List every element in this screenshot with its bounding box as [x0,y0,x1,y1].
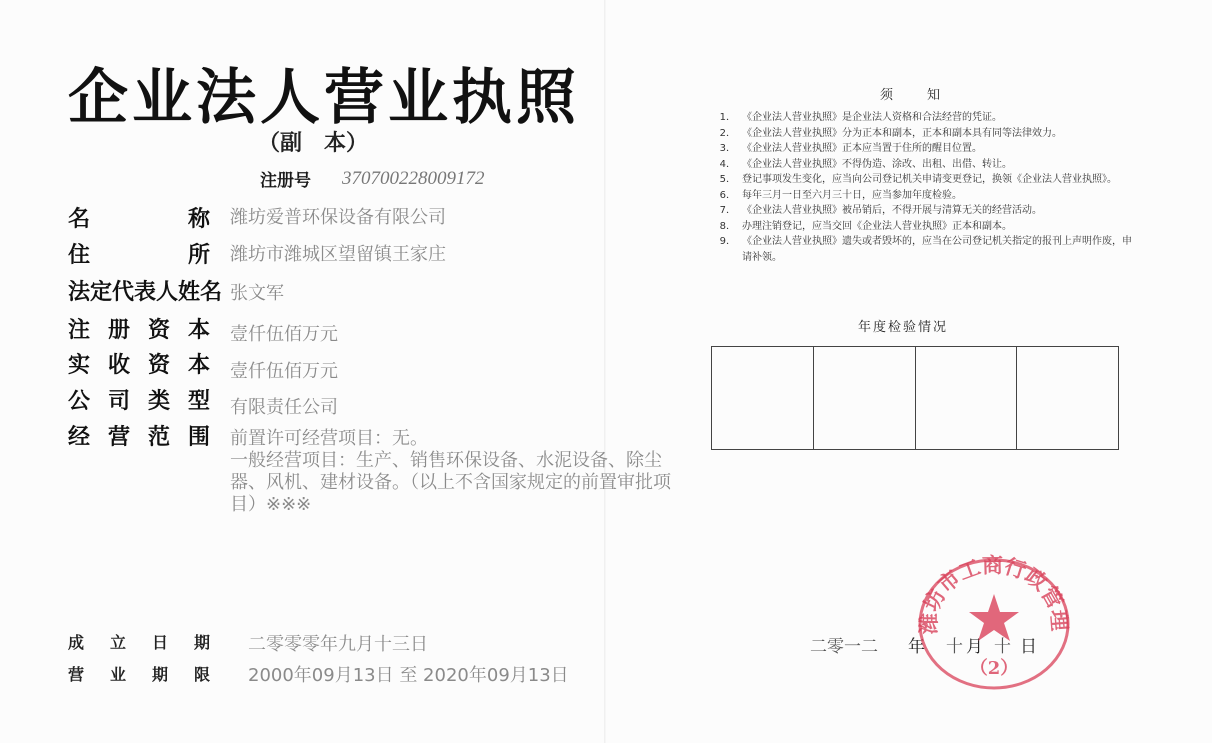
field-label-company-type: 公 司 类 型 [68,389,210,414]
svg-text:潍坊市工商行政管理局: 潍坊市工商行政管理 [915,552,1073,635]
field-value-registered-capital: 壹仟伍佰万元 [230,324,338,345]
document-subtitle: （副 本） [258,131,369,156]
official-seal [914,552,1074,696]
page-fold [604,0,606,743]
reg-no-value: 370700228009172 [342,168,485,189]
field-value-company-type: 有限责任公司 [230,397,338,418]
field-value-business-scope [230,428,671,516]
field-value-legal-rep: 张文军 [230,283,284,304]
notice-item: 5． 登记事项发生变化，应当向公司登记机关申请变更登记，换领《企业法人营业执照》。 [719,174,1117,185]
notice-item: 1． 《企业法人营业执照》是企业法人资格和合法经营的凭证。 [719,112,1002,123]
issue-year-char: 年 [908,637,925,657]
field-label-name: 名 称 [68,207,210,232]
notice-list [712,110,1132,265]
annual-inspection-title: 年度检验情况 [858,320,949,335]
field-label-paid-capital: 实 收 资 本 [68,353,210,378]
field-value-name: 潍坊爱普环保设备有限公司 [230,207,446,228]
notice-item: 8． 办理注销登记，应当交回《企业法人营业执照》正本和副本。 [719,220,1012,232]
notice-item: 6． 每年三月一日至六月三十日，应当参加年度检验。 [719,189,962,201]
notice-item: 2． 《企业法人营业执照》分为正本和副本，正本和副本具有同等法律效力。 [719,127,1062,139]
field-value-address: 潍坊市潍城区望留镇王家庄 [230,244,446,265]
svg-text:（2）: （2） [969,658,1019,679]
notice-item: 3． 《企业法人营业执照》正本应当置于住所的醒目位置。 [719,143,982,154]
term-label: 营 业 期 限 [68,665,210,684]
inspection-cell [814,347,916,449]
notice-item: 4． 《企业法人营业执照》不得伪造、涂改、出租、出借、转让。 [719,158,1012,170]
annual-inspection-table [711,346,1119,450]
scope-line: 前置许可经营项目：无。 [230,428,428,449]
reg-no-label: 注册号 [260,171,311,191]
field-label-address: 住 所 [68,243,210,268]
field-value-paid-capital: 壹仟伍佰万元 [230,361,338,382]
field-label-business-scope: 经 营 范 围 [68,425,210,450]
inspection-cell [916,347,1018,449]
document-title: 企业法人营业执照 [68,63,580,133]
scope-line: 一般经营项目：生产、销售环保设备、水泥设备、除尘 [230,450,662,471]
issue-day-char: 日 [1020,637,1037,657]
inspection-cell [712,347,814,449]
scope-line: 目）※※※ [230,494,312,515]
notice-item: 9． 《企业法人营业执照》遗失或者毁坏的，应当在公司登记机关指定的报刊上声明作废，申请补领。 [719,236,1132,263]
established-label: 成 立 日 期 [68,633,210,652]
notice-title: 须知 [880,88,975,103]
issue-year: 二零一二 [810,637,878,657]
term-value: 2000年09月13日 至 2020年09月13日 [248,665,569,686]
field-label-legal-rep: 法定代表人姓名 [68,280,223,305]
notice-item: 7． 《企业法人营业执照》被吊销后，不得开展与清算无关的经营活动。 [719,205,1042,216]
inspection-cell [1017,347,1118,449]
issue-day: 十 [994,637,1011,657]
scope-line: 器、风机、建材设备。（以上不含国家规定的前置审批项 [230,472,671,493]
issue-month-char: 月 [966,637,983,657]
field-label-registered-capital: 注 册 资 本 [68,318,210,343]
established-value: 二零零零年九月十三日 [248,634,428,655]
issue-month: 十 [946,637,963,657]
